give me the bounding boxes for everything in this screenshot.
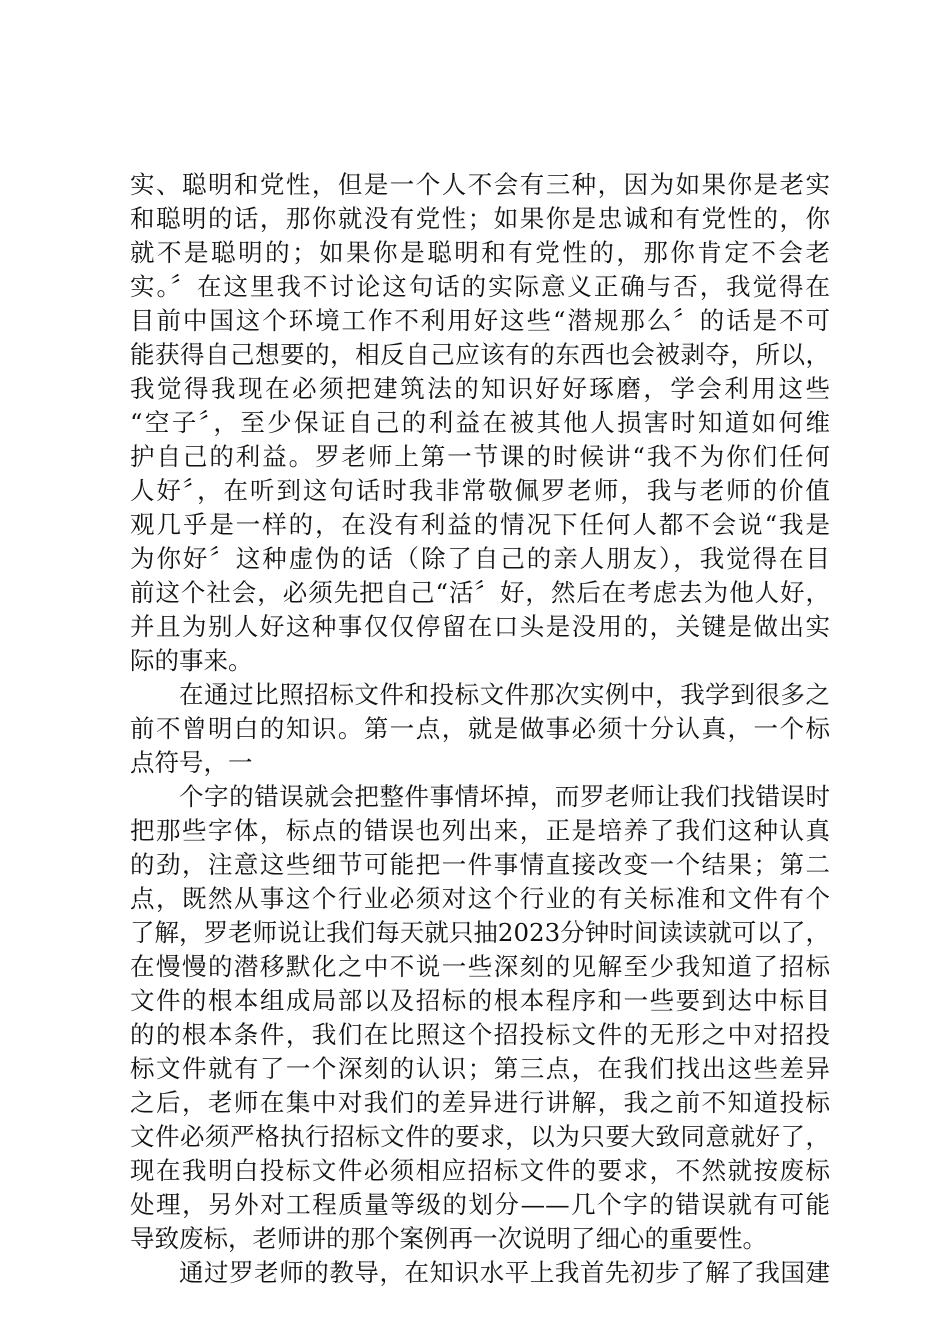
- text-line: 前不曾明白的知识。第一点，就是做事必须十分认真，一个标: [130, 714, 830, 743]
- text-line: 的劲，注意这些细节可能把一件事情直接改变一个结果；第二: [130, 850, 830, 879]
- text-line: “空子〞，至少保证自己的利益在被其他人损害时知道如何维: [130, 408, 830, 437]
- text-line: 的的根本条件，我们在比照这个招投标文件的无形之中对招投: [130, 1020, 830, 1049]
- text-line: 在慢慢的潜移默化之中不说一些深刻的见解至少我知道了招标: [130, 952, 830, 981]
- text-line: 个字的错误就会把整件事情坏掉，而罗老师让我们找错误时: [179, 782, 830, 811]
- text-line: 文件的根本组成局部以及招标的根本程序和一些要到达中标目: [130, 986, 830, 1015]
- text-line: 点，既然从事这个行业必须对这个行业的有关标准和文件有个: [130, 884, 830, 913]
- text-line: 并且为别人好这种事仅仅停留在口头是没用的，关键是做出实: [130, 612, 830, 641]
- text-line: 护自己的利益。罗老师上第一节课的时候讲“我不为你们任何: [130, 442, 830, 471]
- text-line: 文件必须严格执行招标文件的要求，以为只要大致同意就好了，: [130, 1122, 830, 1151]
- text-line: 为你好〞这种虚伪的话（除了自己的亲人朋友），我觉得在目: [130, 544, 830, 573]
- text-line: 了解，罗老师说让我们每天就只抽2023分钟时间读读就可以了，: [130, 918, 830, 947]
- text-line: 目前中国这个环境工作不利用好这些“潜规那么〞的话是不可: [130, 306, 830, 335]
- text-line: 际的事来。: [130, 646, 253, 675]
- text-line: 把那些字体，标点的错误也列出来，正是培养了我们这种认真: [130, 816, 830, 845]
- text-line: 前这个社会，必须先把自己“活〞好，然后在考虑去为他人好，: [130, 578, 830, 607]
- text-line: 就不是聪明的；如果你是聪明和有党性的，那你肯定不会老: [130, 238, 830, 267]
- text-line: 我觉得我现在必须把建筑法的知识好好琢磨，学会利用这些: [130, 374, 830, 403]
- text-line: 观几乎是一样的，在没有利益的情况下任何人都不会说“我是: [130, 510, 830, 539]
- text-line: 标文件就有了一个深刻的认识；第三点，在我们找出这些差异: [130, 1054, 830, 1083]
- text-line: 点符号，一: [130, 748, 253, 777]
- text-line: 通过罗老师的教导，在知识水平上我首先初步了解了我国建: [179, 1258, 830, 1287]
- text-line: 之后，老师在集中对我们的差异进行讲解，我之前不知道投标: [130, 1088, 830, 1117]
- body-text: [130, 168, 830, 1290]
- text-line: 和聪明的话，那你就没有党性；如果你是忠诚和有党性的，你: [130, 204, 830, 233]
- text-line: 处理，另外对工程质量等级的划分——几个字的错误就有可能: [130, 1190, 830, 1219]
- text-line: 能获得自己想要的，相反自己应该有的东西也会被剥夺，所以，: [130, 340, 830, 369]
- text-line: 在通过比照招标文件和投标文件那次实例中，我学到很多之: [179, 680, 830, 709]
- text-line: 现在我明白投标文件必须相应招标文件的要求，不然就按废标: [130, 1156, 830, 1185]
- text-line: 实。〞在这里我不讨论这句话的实际意义正确与否，我觉得在: [130, 272, 830, 301]
- text-line: 人好〞，在听到这句话时我非常敬佩罗老师，我与老师的价值: [130, 476, 830, 505]
- text-line: 导致废标，老师讲的那个案例再一次说明了细心的重要性。: [130, 1224, 767, 1253]
- text-line: 实、聪明和党性，但是一个人不会有三种，因为如果你是老实: [130, 170, 830, 199]
